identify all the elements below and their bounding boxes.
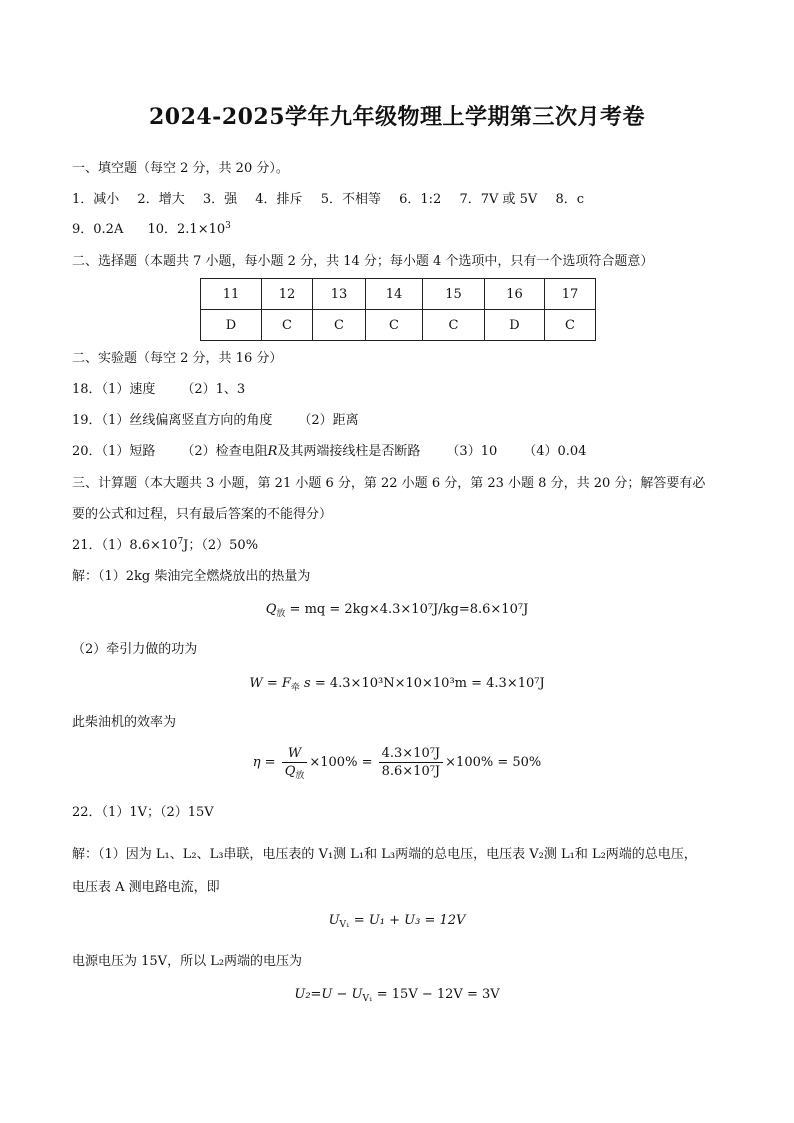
table-cell: 12	[262, 279, 313, 310]
q20-answer: 20．（1）短路 （2）检查电阻R及其两端接线柱是否断路 （3）10 （4）0.04	[72, 444, 587, 459]
answer-10: 10．$2.1\times 10^3$	[147, 221, 231, 237]
q21-equation-work: $W = F_牵$ s = 4.3×10³N×10×10³m = 4.3×10⁷J	[249, 676, 545, 693]
q22-equation-v1: $U_{V_1} = U_1 + U_3 = 12V$	[328, 913, 466, 930]
q22-step3: 电源电压为 15V，所以 L₂两端的电压为	[72, 954, 303, 969]
answer-9: 9．0.2A	[72, 222, 124, 237]
q22-equation-u2: $U_2=U - U_{V_1} = 15V - 12V = 3V$	[294, 987, 500, 1004]
q21-answer: 21．$(1)8.6\times 10^7J$；（2）50%	[72, 537, 259, 553]
table-cell: C	[313, 310, 366, 341]
fraction-values: $\frac{\text{4.3×10⁷J}}{\text{8.6×10⁷J}}$	[379, 746, 444, 779]
section4-header-line1: 三、计算题（本大题共 3 小题，第 21 小题 6 分，第 22 小题 6 分，第 23 小题 8 分，共 20 分；解答要有必	[72, 476, 706, 491]
answer-7: 7．7V 或 5V	[459, 192, 538, 207]
q22-step2: 电压表 A 测电路电流，即	[72, 880, 220, 895]
section3-header: 二、实验题（每空 2 分，共 16 分）	[72, 351, 283, 366]
table-row-answers	[201, 310, 596, 341]
q21-step2: （2）牵引力做的功为	[72, 642, 198, 657]
table-cell: C	[423, 310, 485, 341]
q21-equation-heat: $Q_放$ = mq = 2kg×4.3×10⁷J/kg=8.6×10⁷J	[265, 602, 529, 619]
q18-answer: 18．（1）速度 （2）1、3	[72, 382, 246, 397]
q21-step3: 此柴油机的效率为	[72, 715, 177, 730]
q19-answer: 19．（1）丝线偏离竖直方向的角度 （2）距离	[72, 413, 359, 428]
q22-answer: 22．（1）1V；（2）15V	[72, 805, 214, 820]
answer-2: 2．增大	[137, 192, 185, 207]
answer-6: 6．1:2	[399, 192, 442, 207]
table-cell: 16	[485, 279, 545, 310]
table-cell: D	[485, 310, 545, 341]
table-cell: C	[545, 310, 596, 341]
table-cell: 13	[313, 279, 366, 310]
answer-1: 1．减小	[72, 192, 120, 207]
section1-row2	[72, 221, 231, 239]
table-cell: 11	[201, 279, 262, 310]
choice-answer-table	[200, 278, 596, 341]
table-cell: D	[201, 310, 262, 341]
fraction-w-over-q: $\frac{W}{Q_放}$	[282, 746, 308, 779]
q21-equation-efficiency: η = $\frac{W}{Q_放}$ ×100% = $\frac{\text{4.3×10⁷J}}{\text{8.6×10⁷J}}$ ×100% = 50%	[252, 746, 542, 781]
answer-5: 5．不相等	[320, 192, 381, 207]
section1-row1	[72, 191, 584, 209]
page-title: 2024-2025学年九年级物理上学期第三次月考卷	[148, 104, 646, 130]
section4-header-line2: 要的公式和过程，只有最后答案的不能得分）	[72, 507, 333, 522]
section2-header: 二、选择题（本题共 7 小题，每小题 2 分，共 14 分；每小题 4 个选项中，只有一个选项符合题意）	[72, 254, 654, 269]
answer-8: 8．c	[555, 192, 585, 207]
table-cell: 14	[366, 279, 423, 310]
table-cell: 17	[545, 279, 596, 310]
q22-step1: 解：（1）因为 L₁、L₂、L₃串联，电压表的 V₁测 L₁和 L₃两端的总电压，电压表 V₂测 L₁和 L₂两端的总电压，	[72, 847, 697, 862]
table-cell: C	[262, 310, 313, 341]
table-row-numbers	[201, 279, 596, 310]
answer-4: 4．排斥	[255, 192, 303, 207]
table-cell: 15	[423, 279, 485, 310]
answer-3: 3．强	[202, 192, 238, 207]
section1-header: 一、填空题（每空 2 分，共 20 分）。	[72, 161, 289, 176]
q21-step1: 解：（1）2kg 柴油完全燃烧放出的热量为	[72, 569, 311, 584]
table-cell: C	[366, 310, 423, 341]
